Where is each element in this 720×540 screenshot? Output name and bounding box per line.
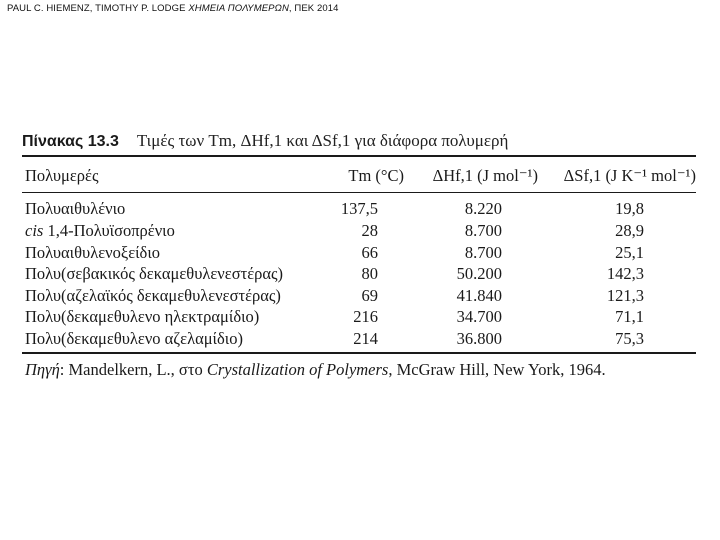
polymer-prefix: cis — [25, 221, 44, 240]
table-row-polymer — [25, 221, 175, 241]
page-header — [7, 3, 339, 14]
table-row-dh: 8.700 — [464, 243, 502, 262]
table-row-dh: 50.200 — [456, 264, 502, 283]
table-row-tm: 28 — [361, 221, 378, 240]
table-row-polymer: Πολυ(δεκαμεθυλενο αζελαμίδιο) — [25, 329, 243, 348]
table-row-ds: 28,9 — [615, 221, 644, 240]
header-publisher-year: , ΠΕΚ 2014 — [288, 3, 339, 14]
table-row-ds: 71,1 — [615, 307, 644, 326]
table-row-dh: 8.700 — [464, 221, 502, 240]
table-row-polymer: Πολυ(δεκαμεθυλενο ηλεκτραμίδιο) — [25, 307, 260, 326]
table-row-polymer: Πολυαιθυλένιο — [25, 199, 126, 218]
table-row-ds: 142,3 — [606, 264, 644, 283]
table-title — [22, 131, 508, 151]
column-header-ds: ΔSf,1 (J K⁻¹ mol⁻¹) — [563, 166, 696, 185]
polymer-name: 1,4-Πολυϊσοπρένιο — [43, 221, 175, 240]
column-header-tm: Tm (°C) — [348, 166, 404, 185]
table-row-dh: 41.840 — [456, 286, 502, 305]
table-row-dh: 8.220 — [464, 199, 502, 218]
column-header-dh: ΔHf,1 (J mol⁻¹) — [432, 166, 538, 185]
table-header-rule — [22, 192, 696, 193]
table-row-dh: 36.800 — [456, 329, 502, 348]
table-top-rule — [22, 155, 696, 157]
table-row-tm: 80 — [361, 264, 378, 283]
table-row-ds: 25,1 — [615, 243, 644, 262]
table-row-ds: 121,3 — [606, 286, 644, 305]
source-text-before: : Mandelkern, L., στο — [59, 360, 207, 379]
table-row-tm: 214 — [353, 329, 378, 348]
table-row-tm: 216 — [353, 307, 378, 326]
source-text-after: , McGraw Hill, New York, 1964. — [388, 360, 606, 379]
source-book-title: Crystallization of Polymers — [206, 360, 389, 379]
table-row-polymer: Πολυαιθυλενοξείδιο — [25, 243, 161, 262]
table-row-ds: 75,3 — [615, 329, 644, 348]
table-row-dh: 34.700 — [456, 307, 502, 326]
source-label: Πηγή — [25, 360, 60, 379]
column-header-polymer: Πολυμερές — [25, 166, 99, 185]
table-source-note — [25, 360, 606, 380]
table-row-tm: 66 — [361, 243, 378, 262]
table-row-ds: 19,8 — [615, 199, 644, 218]
header-book-title: ΧΗΜΕΙΑ ΠΟΛΥΜΕΡΩΝ — [188, 3, 289, 14]
table-label: Πίνακας 13.3 — [22, 133, 119, 150]
table-row-polymer: Πολυ(αζελαϊκός δεκαμεθυλενεστέρας) — [25, 286, 281, 305]
header-authors: PAUL C. HIEMENZ, TIMOTHY P. LODGE — [7, 3, 186, 14]
table-row-tm: 137,5 — [340, 199, 378, 218]
table-caption: Τιμές των Tm, ΔHf,1 και ΔSf,1 για διάφορα πολυμερή — [136, 131, 509, 150]
table-bottom-rule — [22, 352, 696, 354]
table-row-polymer: Πολυ(σεβακικός δεκαμεθυλενεστέρας) — [25, 264, 284, 283]
table-row-tm: 69 — [361, 286, 378, 305]
